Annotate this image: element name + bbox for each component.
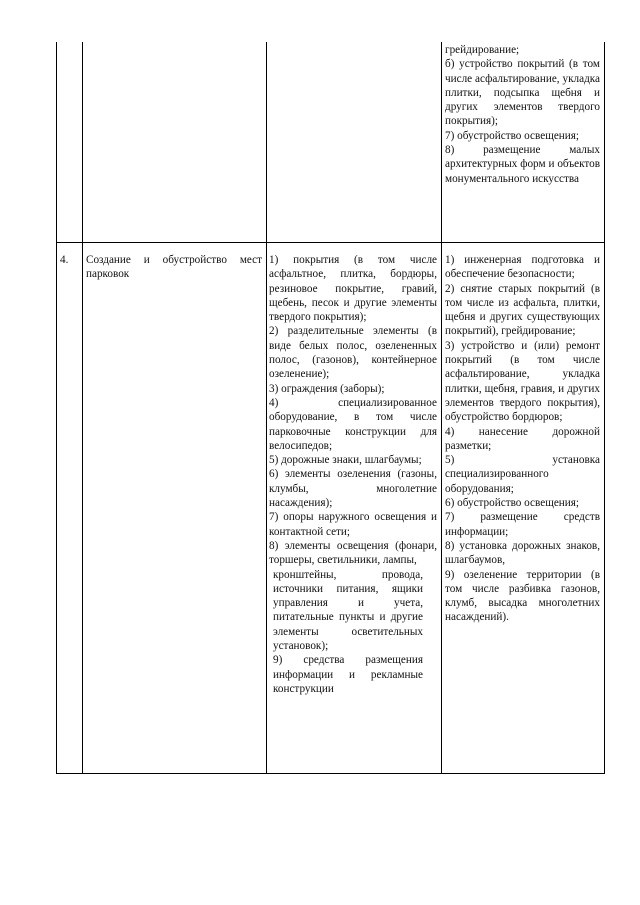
row-works-list: 1) инженерная подготовка и обеспечение безопасности; 2) снятие старых покрытий (в том числе из асфальта, плитки, щебня и других существующих покрытий), грейдирование; 3) устройство и (или) ремонт покрытий (в том числе асфальтирование, укладка плитки, щебня, гравия, и других элементов твердого покрытия), обустройство бордюров; 4) нанесение дорожной разметки; 5) установка специализированного оборудования; 6) обустройство освещения; 7) размещение средств информации; 8) установка дорожных знаков, шлагбаумов, 9) озеленение территории (в том числе разбивка газонов, клумб, высадка многолетних насаждений). <box>445 254 600 624</box>
column-divider-2 <box>266 42 267 774</box>
column-divider-1 <box>82 42 83 774</box>
table-border-left <box>56 42 57 774</box>
row-name: Создание и обустройство мест парковок <box>86 254 262 281</box>
services-table <box>56 42 605 774</box>
row-divider <box>56 242 605 243</box>
table-border-bottom <box>56 773 605 774</box>
top-row-works: грейдирование; б) устройство покрытий (в том числе асфальтирование, укладка плитки, подсыпка щебня и других элементов твердого покрытия); 7) обустройство освещения; 8) размещение малых архитектурных форм и объектов монументального искусства <box>445 44 600 185</box>
row-number: 4. <box>60 254 69 266</box>
row-elements-list: 1) покрытия (в том числе асфальтное, плитка, бордюры, резиновое покрытие, гравий, щебень, песок и другие элементы твердого покрытия); 2) разделительные элементы (в виде белых полос, озелененных полос, (газонов), контейнерное озеленение); 3) ограждения (заборы); 4) специализированное оборудование, в том числе парковочные конструкции для велосипедов; 5) дорожные знаки, шлагбаумы; 6) элементы озеленения (газоны, клумбы, многолетние насаждения); 7) опоры наружного освещения и контактной сети; 8) элементы освещения (фонари, торшеры, светильники, лампы, кронштейны, провода, источники питания, ящики управления и учета, питательные пункты и другие элементы осветительных установок); 9) средства размещения информации и рекламные конструкции <box>269 254 437 695</box>
column-divider-3 <box>441 42 442 774</box>
table-border-right <box>604 42 605 774</box>
